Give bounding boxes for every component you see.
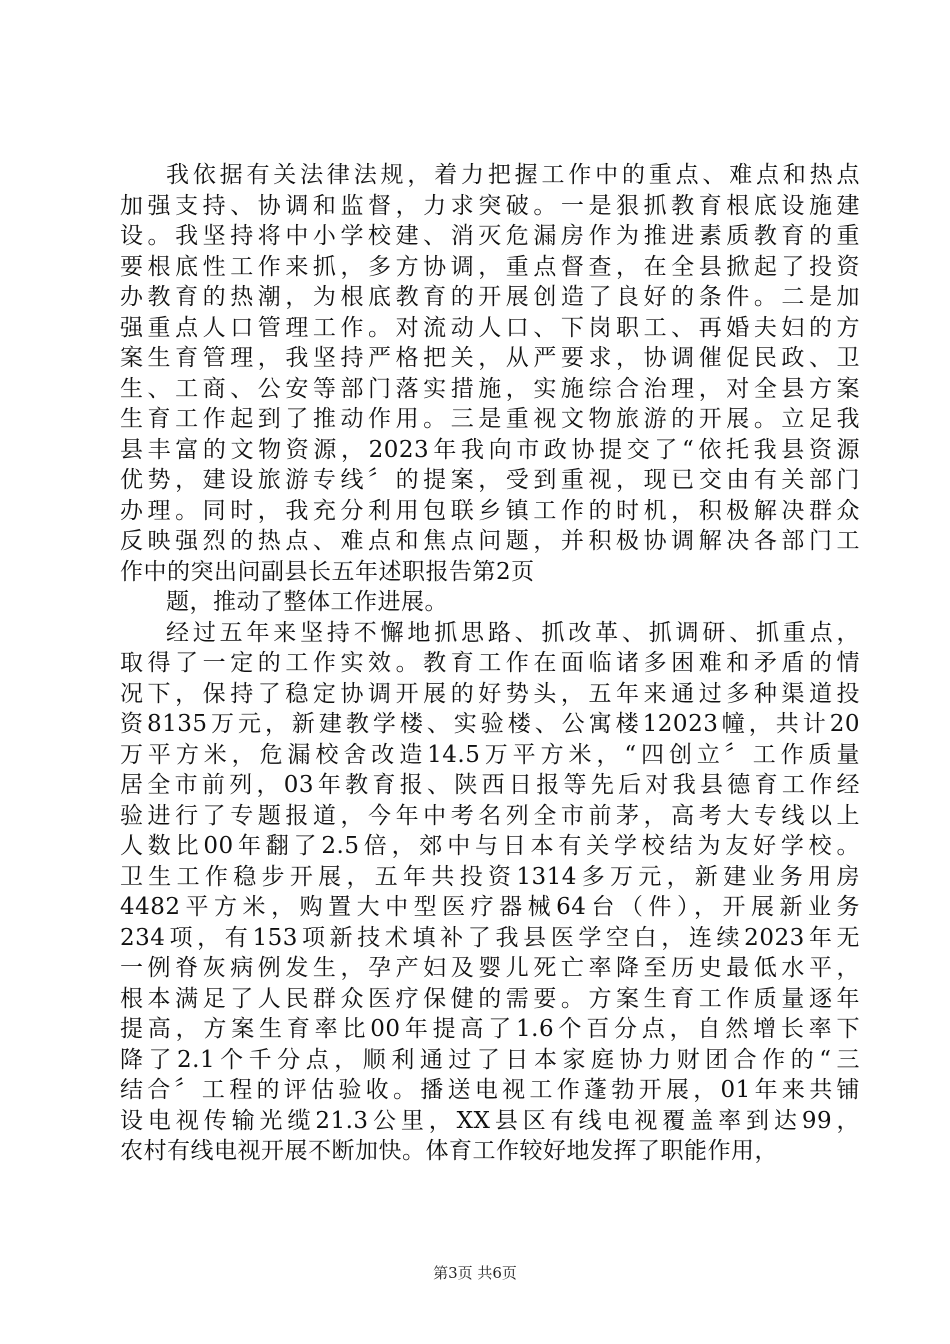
text-line: 作中的突出问副县长五年述职报告第2页: [120, 558, 535, 585]
text-line: 设。我坚持将中小学校建、消灭危漏房作为推进素质教育的重: [120, 223, 860, 249]
text-line: 况下，保持了稳定协调开展的好势头，五年来通过多种渠道投: [120, 680, 860, 707]
text-line: 强重点人口管理工作。对流动人口、下岗职工、再婚夫妇的方: [120, 314, 860, 341]
paragraph: [120, 160, 860, 587]
text-line: 居全市前列，03年教育报、陕西日报等先后对我县德育工作经: [120, 772, 860, 798]
paragraph: [120, 587, 860, 618]
text-line: 取得了一定的工作实效。教育工作在面临诸多困难和矛盾的情: [120, 650, 860, 676]
text-line: 加强支持、协调和监督，力求突破。一是狠抓教育根底设施建: [120, 192, 860, 219]
text-line: 卫生工作稳步开展，五年共投资1314多万元，新建业务用房: [120, 863, 860, 890]
document-body: [120, 160, 860, 1167]
text-line: 生、工商、公安等部门落实措施，实施综合治理，对全县方案: [120, 375, 860, 402]
page-footer: 第3页 共6页: [433, 1264, 517, 1282]
text-line: 结合〞工程的评估验收。播送电视工作蓬勃开展，01年来共铺: [120, 1077, 860, 1103]
text-line: 生育工作起到了推动作用。三是重视文物旅游的开展。立足我: [120, 406, 860, 432]
text-line: 根本满足了人民群众医疗保健的需要。方案生育工作质量逐年: [120, 985, 860, 1012]
text-line: 办理。同时，我充分利用包联乡镇工作的时机，积极解决群众: [120, 497, 860, 524]
text-line: 万平方米，危漏校舍改造14.5万平方米，“四创立〞工作质量: [120, 741, 860, 768]
text-line: 经过五年来坚持不懈地抓思路、抓改革、抓调研、抓重点，: [166, 619, 860, 646]
text-line: 降了2.1个千分点，顺利通过了日本家庭协力财团合作的“三: [120, 1046, 860, 1073]
paragraph: [120, 618, 860, 1167]
text-line: 验进行了专题报道，今年中考名列全市前茅，高考大专线以上: [120, 802, 860, 829]
text-line: 资8135万元，新建教学楼、实验楼、公寓楼12023幢，共计20: [120, 711, 860, 737]
text-line: 反映强烈的热点、难点和焦点问题，并积极协调解决各部门工: [120, 528, 860, 554]
text-line: 优势，建设旅游专线〞的提案，受到重视，现已交由有关部门: [120, 467, 860, 493]
text-line: 案生育管理，我坚持严格把关，从严要求，协调催促民政、卫: [120, 345, 860, 371]
text-line: 县丰富的文物资源，2023年我向市政协提交了“依托我县资源: [120, 436, 860, 463]
text-line: 要根底性工作来抓，多方协调，重点督查，在全县掀起了投资: [120, 253, 860, 280]
text-line: 234项，有153项新技术填补了我县医学空白，连续2023年无: [120, 924, 860, 951]
text-line: 办教育的热潮，为根底教育的开展创造了良好的条件。二是加: [120, 284, 860, 310]
text-line: 一例脊灰病例发生，孕产妇及婴儿死亡率降至历史最低水平，: [120, 955, 860, 981]
text-line: 农村有线电视开展不断加快。体育工作较好地发挥了职能作用，: [120, 1138, 778, 1164]
text-line: 我依据有关法律法规，着力把握工作中的重点、难点和热点: [166, 162, 860, 188]
text-line: 人数比00年翻了2.5倍，郊中与日本有关学校结为友好学校。: [120, 833, 860, 859]
text-line: 题，推动了整体工作进展。: [166, 589, 448, 615]
text-line: 4482平方米，购置大中型医疗器械64台（件），开展新业务: [120, 894, 860, 920]
text-line: 设电视传输光缆21.3公里，XX县区有线电视覆盖率到达99，: [120, 1107, 860, 1134]
text-line: 提高，方案生育率比00年提高了1.6个百分点，自然增长率下: [120, 1016, 860, 1042]
